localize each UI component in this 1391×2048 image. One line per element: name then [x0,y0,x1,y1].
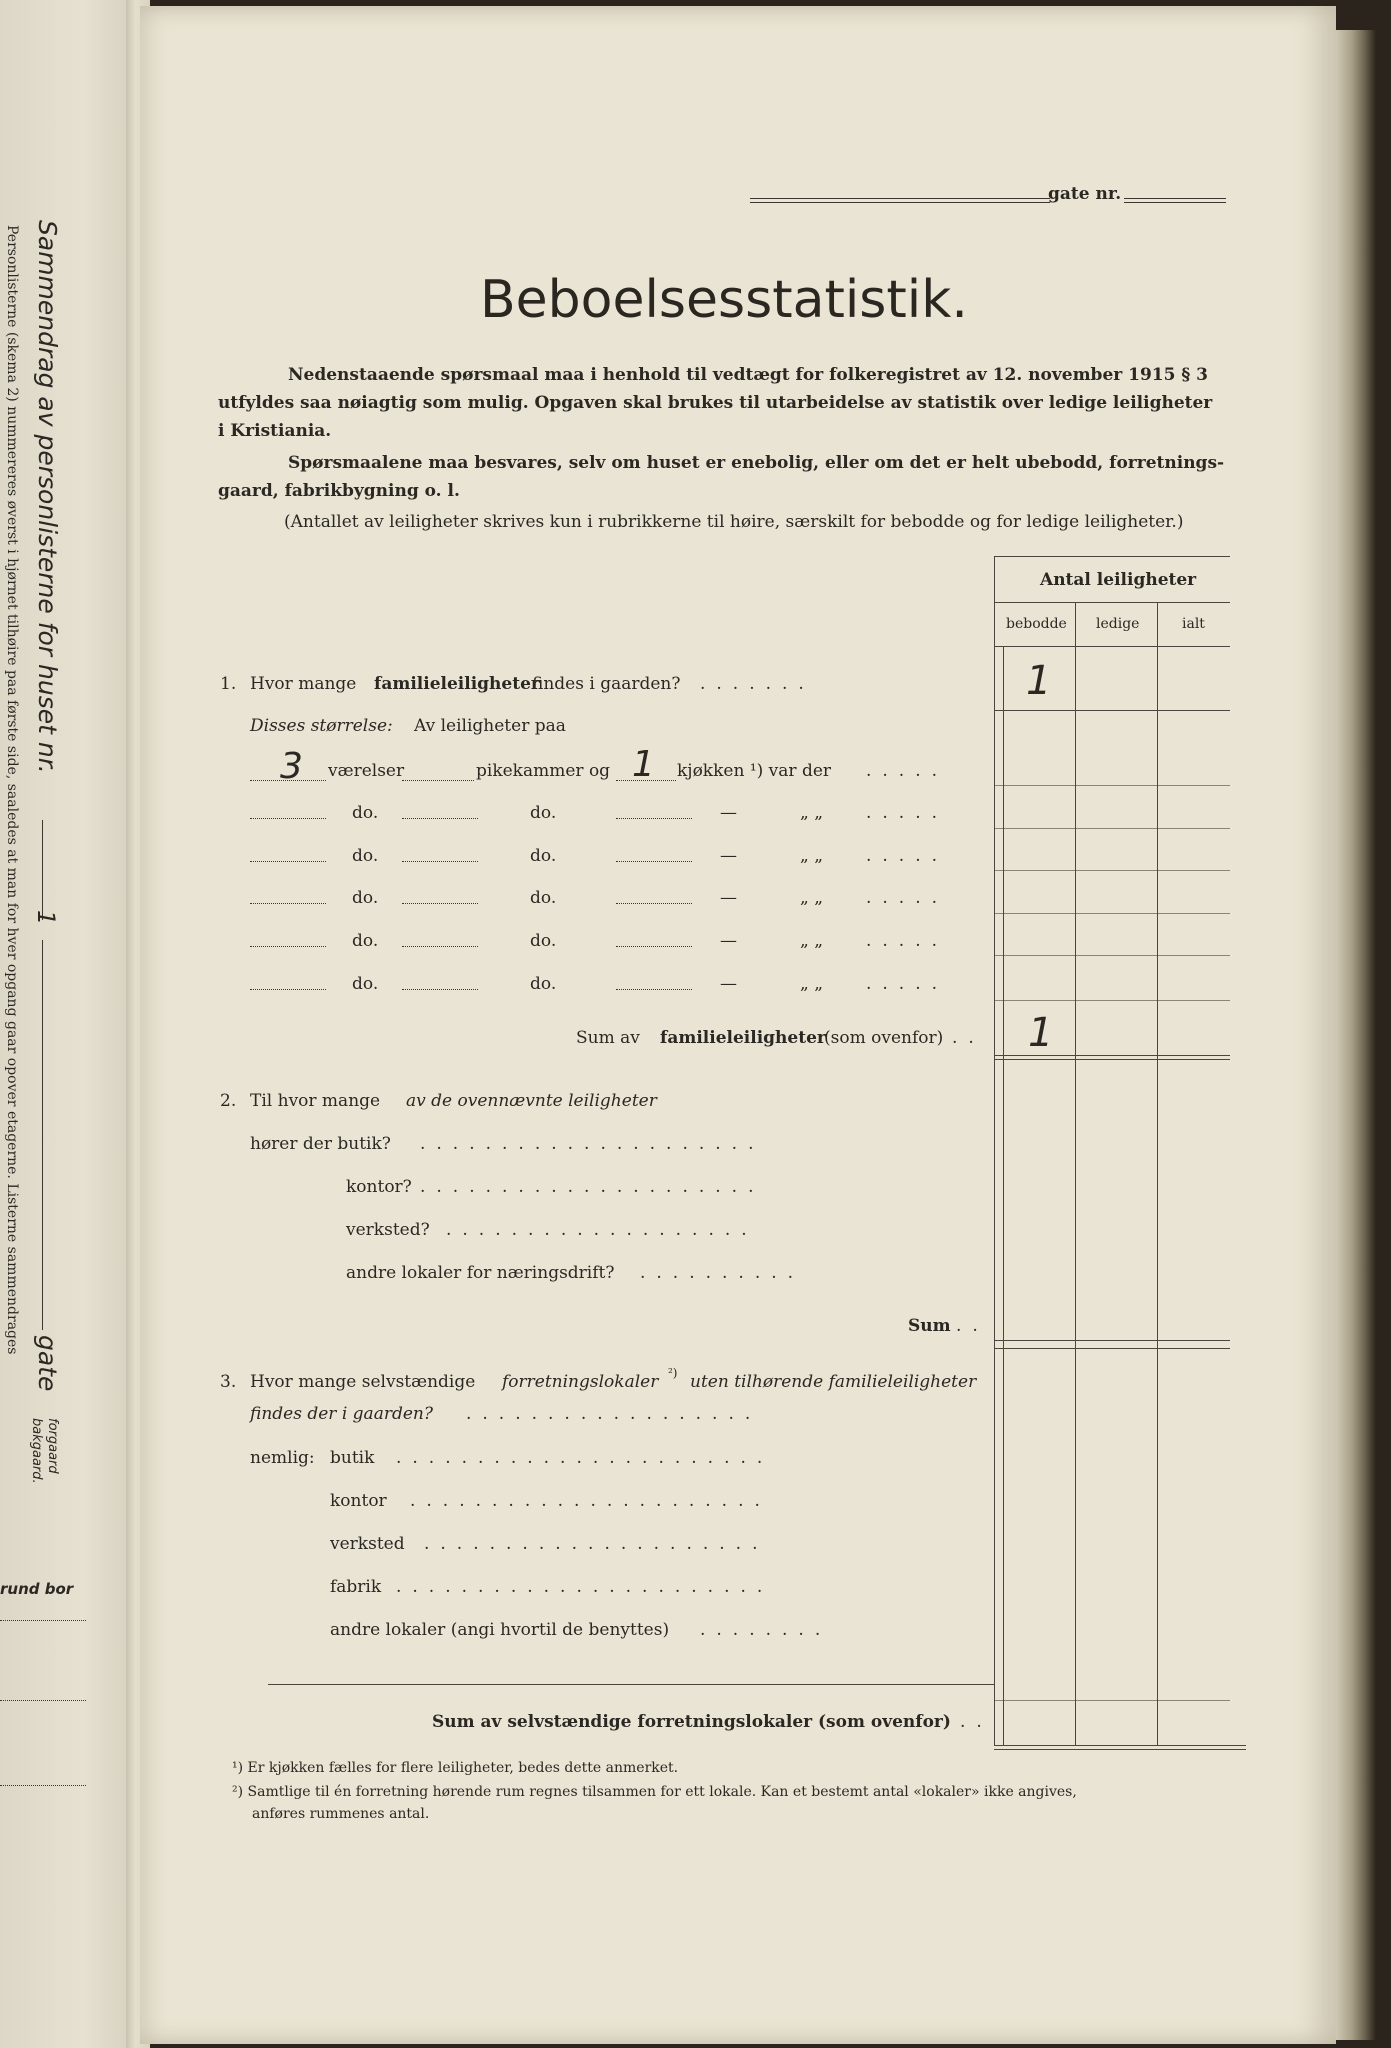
q3-sum: Sum av selvstændige forretningslokaler (som ovenfor) [432,1712,951,1732]
q3-kontor-dots: ...................... [410,1491,771,1511]
r3-ditto: „ „ [800,846,824,866]
q1-leader-dots: ....... [700,674,815,694]
q3-text-ital2: uten tilhørende familieleiligheter [690,1372,977,1392]
q2-kontor-dots: ..................... [420,1177,765,1197]
q3-verksted-dots: ..................... [424,1534,769,1554]
r5-ditto: „ „ [800,931,824,951]
q2-sum: Sum [908,1316,951,1336]
margin-line-3 [0,1785,86,1786]
q1-answer-bebodde: 1 [1026,658,1052,704]
q2-kontor: kontor? [346,1177,412,1197]
margin-line-2 [0,1700,86,1701]
margin-instructions: Personlisterne (skema 2) nummereres øverst i hjørnet tilhøire paa første side, saaledes at man for hver opgang gaar opover etagerne. Listerne sammendrages [4,225,20,1355]
q2-butik: hører der butik? [250,1134,391,1154]
r2-do-1: do. [352,803,379,823]
q2-andre-dots: .......... [640,1263,805,1283]
table-col-line-1b [1003,646,1004,1746]
row-sep-r1 [994,785,1230,786]
r3-do-2: do. [530,846,557,866]
q1-size-label: Disses størrelse: [250,716,393,736]
table-header-title: Antal leiligheter [1040,570,1197,590]
r4-do-2: do. [530,888,557,908]
q3-butik-dots: ....................... [396,1448,774,1468]
margin-bakgaard: bakgaard. [29,1418,44,1484]
q2-text-ital: av de ovennævnte leiligheter [406,1091,657,1111]
r4-dots: ..... [866,888,949,908]
left-page-edge [0,0,138,2048]
q3-fabrik-dots: ....................... [396,1577,774,1597]
margin-gate-line [42,940,43,1330]
q3-number: 3. [220,1372,237,1392]
margin-house-number: 1 [32,910,60,926]
q1-number: 1. [220,674,237,694]
q3-andre-dots: ........ [700,1620,832,1640]
q2-verksted-dots: ................... [446,1220,758,1240]
row-sep-r2 [994,828,1230,829]
row-sep-sum1-b [994,1059,1230,1060]
footnote-1: ¹) Er kjøkken fælles for flere leiligheter, bedes dette anmerket. [232,1760,679,1776]
r3-dash: — [720,846,737,866]
q3-verksted: verksted [330,1534,405,1554]
r6-dots: ..... [866,974,949,994]
r6-line-b [402,989,478,990]
gate-nr-label: gate nr. [1048,184,1122,204]
margin-gate-label: gate [33,1335,62,1392]
r6-line-c [616,989,692,990]
r6-line-a [250,989,326,990]
q1-text-post: findes i gaarden? [532,674,681,694]
intro-line-5: gaard, fabrikbygning o. l. [218,481,460,501]
r3-do-1: do. [352,846,379,866]
r6-ditto: „ „ [800,974,824,994]
r1-pikekammer-label: pikekammer og [476,761,611,781]
q3-line-2: findes der i gaarden? [250,1404,433,1424]
r2-line-a [250,818,326,819]
page-stack-edge [1336,30,1376,2040]
footnote-2b: anføres rummenes antal. [252,1806,430,1822]
margin-house-line [42,820,43,920]
r2-do-2: do. [530,803,557,823]
intro-line-2: utfyldes saa nøiagtig som mulig. Opgaven skal brukes til utarbeidelse av statistik over ledige leiligheter [218,393,1213,413]
q1-text-bold: familieleiligheter [374,674,540,694]
r4-dash: — [720,888,737,908]
gate-line-left [750,198,1050,203]
r1-kjokken-value: 1 [632,744,655,785]
q1-sum-bebodde: 1 [1028,1010,1054,1056]
row-sep-r5 [994,955,1230,956]
row-sep-q3 [994,1700,1230,1701]
row-sep-sum3-a [994,1745,1246,1746]
q1-sum-post: (som ovenfor) [824,1028,944,1048]
q3-fabrik: fabrik [330,1577,382,1597]
row-sep-r3 [994,870,1230,871]
margin-grund-bor: rund bor [0,1580,74,1598]
col-ledige: ledige [1096,616,1140,632]
r6-do-2: do. [530,974,557,994]
q2-number: 2. [220,1091,237,1111]
q3-nemlig: nemlig: [250,1448,315,1468]
row-sep-r4 [994,913,1230,914]
r1-vaerelser-label: værelser [328,761,405,781]
r5-line-b [402,946,478,947]
q3-andre: andre lokaler (angi hvortil de benyttes) [330,1620,670,1640]
r2-line-b [402,818,478,819]
r5-do-2: do. [530,931,557,951]
q3-sum-dots: .. [960,1712,993,1732]
r3-line-c [616,861,692,862]
intro-line-1: Nedenstaaende spørsmaal maa i henhold til vedtægt for folkeregistret av 12. november 1915 § 3 [288,365,1209,385]
r2-ditto: „ „ [800,803,824,823]
r5-dots: ..... [866,931,949,951]
r3-dots: ..... [866,846,949,866]
q2-butik-dots: ..................... [420,1134,765,1154]
q1-sum-pre: Sum av [576,1028,640,1048]
q3-text-pre: Hvor mange selvstændige [250,1372,476,1392]
q2-andre: andre lokaler for næringsdrift? [346,1263,615,1283]
q1-sum-dots: .. [952,1028,985,1048]
row-sep-r6 [994,1000,1230,1001]
q1-size-text: Av leiligheter paa [414,716,566,736]
r6-do-1: do. [352,974,379,994]
r4-line-a [250,903,326,904]
q2-sum-dots: .. [956,1316,989,1336]
footnote-2a: ²) Samtlige til én forretning hørende rum regnes tilsammen for ett lokale. Kan et bestemt antal «lokaler» ikke angives, [232,1784,1077,1800]
row-sep-sum3-b [994,1749,1246,1750]
r6-dash: — [720,974,737,994]
r4-line-b [402,903,478,904]
r5-line-a [250,946,326,947]
table-subheader-line [994,646,1230,647]
q3-separator [268,1684,994,1685]
r2-dots: ..... [866,803,949,823]
q3-line-2-dots: .................. [466,1404,762,1424]
r5-do-1: do. [352,931,379,951]
gate-line-right [1124,198,1226,203]
col-bebodde: bebodde [1006,616,1067,632]
r5-dash: — [720,931,737,951]
q3-kontor: kontor [330,1491,387,1511]
q1-sum-bold: familieleiligheter [660,1028,826,1048]
row-sep-sum2-b [994,1348,1230,1349]
r3-line-b [402,861,478,862]
r1-dots: ..... [866,761,949,781]
q3-text-ital: forretningslokaler [502,1372,659,1392]
margin-forgaard: forgaard [45,1418,60,1474]
col-ialt: ialt [1182,616,1205,632]
q3-butik: butik [330,1448,375,1468]
r1-pikekammer-line [402,780,474,781]
r1-vaerelser-value: 3 [280,746,303,787]
table-col-line-2 [1075,602,1076,1746]
r1-kjokken-label: kjøkken ¹) var der [677,761,832,781]
intro-line-3: i Kristiania. [218,421,332,441]
table-col-line-3 [1157,602,1158,1746]
margin-line-1 [0,1620,86,1621]
row-sep-q1 [994,710,1230,711]
page-title: Beboelsesstatistik. [480,270,968,330]
q3-text-sup: ²) [668,1366,678,1380]
r5-line-c [616,946,692,947]
intro-line-6: (Antallet av leiligheter skrives kun i rubrikkerne til høire, særskilt for bebodde og for ledige leiligheter.) [284,512,1184,532]
r4-ditto: „ „ [800,888,824,908]
q2-text-pre: Til hvor mange [250,1091,381,1111]
r3-line-a [250,861,326,862]
table-top-line [994,556,1230,557]
table-header-line [994,602,1230,603]
row-sep-sum2-a [994,1340,1230,1341]
margin-summary-title: Sammendrag av personlisterne for huset nr. [33,220,62,774]
r2-line-c [616,818,692,819]
q2-verksted: verksted? [346,1220,430,1240]
table-col-line-1 [994,556,995,1746]
r4-line-c [616,903,692,904]
intro-line-4: Spørsmaalene maa besvares, selv om huset er enebolig, eller om det er helt ubebodd, forretnings- [288,453,1225,473]
q1-text-pre: Hvor mange [250,674,357,694]
r2-dash: — [720,803,737,823]
r4-do-1: do. [352,888,379,908]
